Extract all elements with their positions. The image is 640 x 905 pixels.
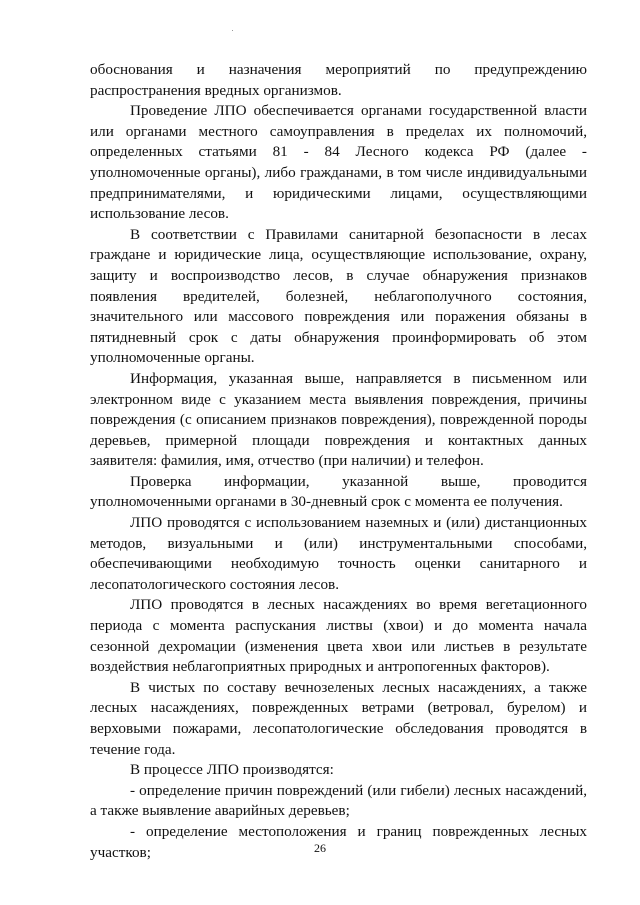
paragraph-lpo-provision: Проведение ЛПО обеспечивается органами государственной власти или органами местного самоуправления в пределах их полномочий, определенных статьями 81 - 84 Лесного кодекса РФ (далее - уполномоченные органы), либо гражданами, в том числе индивидуальными предпринимателями, и юридическими лицами, осуществляющими использование лесов. [90, 102, 587, 223]
list-item-causes: - определение причин повреждений (или гибели) лесных насаждений, а также выявление аварийных деревьев; [90, 781, 587, 820]
paragraph-vegetation-period: ЛПО проводятся в лесных насаждениях во время вегетационного периода с момента распускания листвы (хвои) и до момента начала сезонной дехромации (изменения цвета хвои или листьев в результате воздействия неблагоприятных природных и антропогенных факторов). [90, 596, 587, 676]
paragraph-continuation: обоснования и назначения мероприятий по предупреждению распространения вредных организмов. [90, 61, 587, 99]
paragraph-sanitary-rules: В соответствии с Правилами санитарной безопасности в лесах граждане и юридические лица, осуществляющие использование, охрану, защиту и воспроизводство лесов, в случае обнаружения признаков появления вредителей, болезней, неблагополучного состояния, значительного или массового повреждения или поражения обязаны в пятидневный срок с даты обнаружения проинформировать об этом уполномоченные органы. [90, 225, 587, 367]
paragraph-methods: ЛПО проводятся с использованием наземных и (или) дистанционных методов, визуальными и (или) инструментальными способами, обеспечивающими необходимую точность оценки санитарного и лесопатологического состояния лесов. [90, 514, 587, 593]
scan-speck [232, 30, 233, 31]
list-item-location: - определение местоположения и границ поврежденных лесных участков; [90, 822, 587, 861]
paragraph-process-intro: В процессе ЛПО производятся: [130, 761, 334, 779]
paragraph-verification: Проверка информации, указанной выше, проводится уполномоченными органами в 30-дневный срок с момента ее получения. [90, 472, 587, 511]
paragraph-evergreen: В чистых по составу вечнозеленых лесных насаждениях, а также лесных насаждениях, поврежденных ветрами (ветровал, бурелом) и верховыми пожарами, лесопатологические обследования проводятся в течение года. [90, 678, 587, 758]
paragraph-information: Информация, указанная выше, направляется в письменном или электронном виде с указанием места выявления повреждения, причины повреждения (с описанием признаков повреждения), поврежденной породы деревьев, примерной площади повреждения и контактных данных заявителя: фамилия, имя, отчество (при наличии) и телефон. [90, 369, 587, 470]
document-body [90, 60, 587, 863]
page-number: 26 [314, 841, 326, 855]
